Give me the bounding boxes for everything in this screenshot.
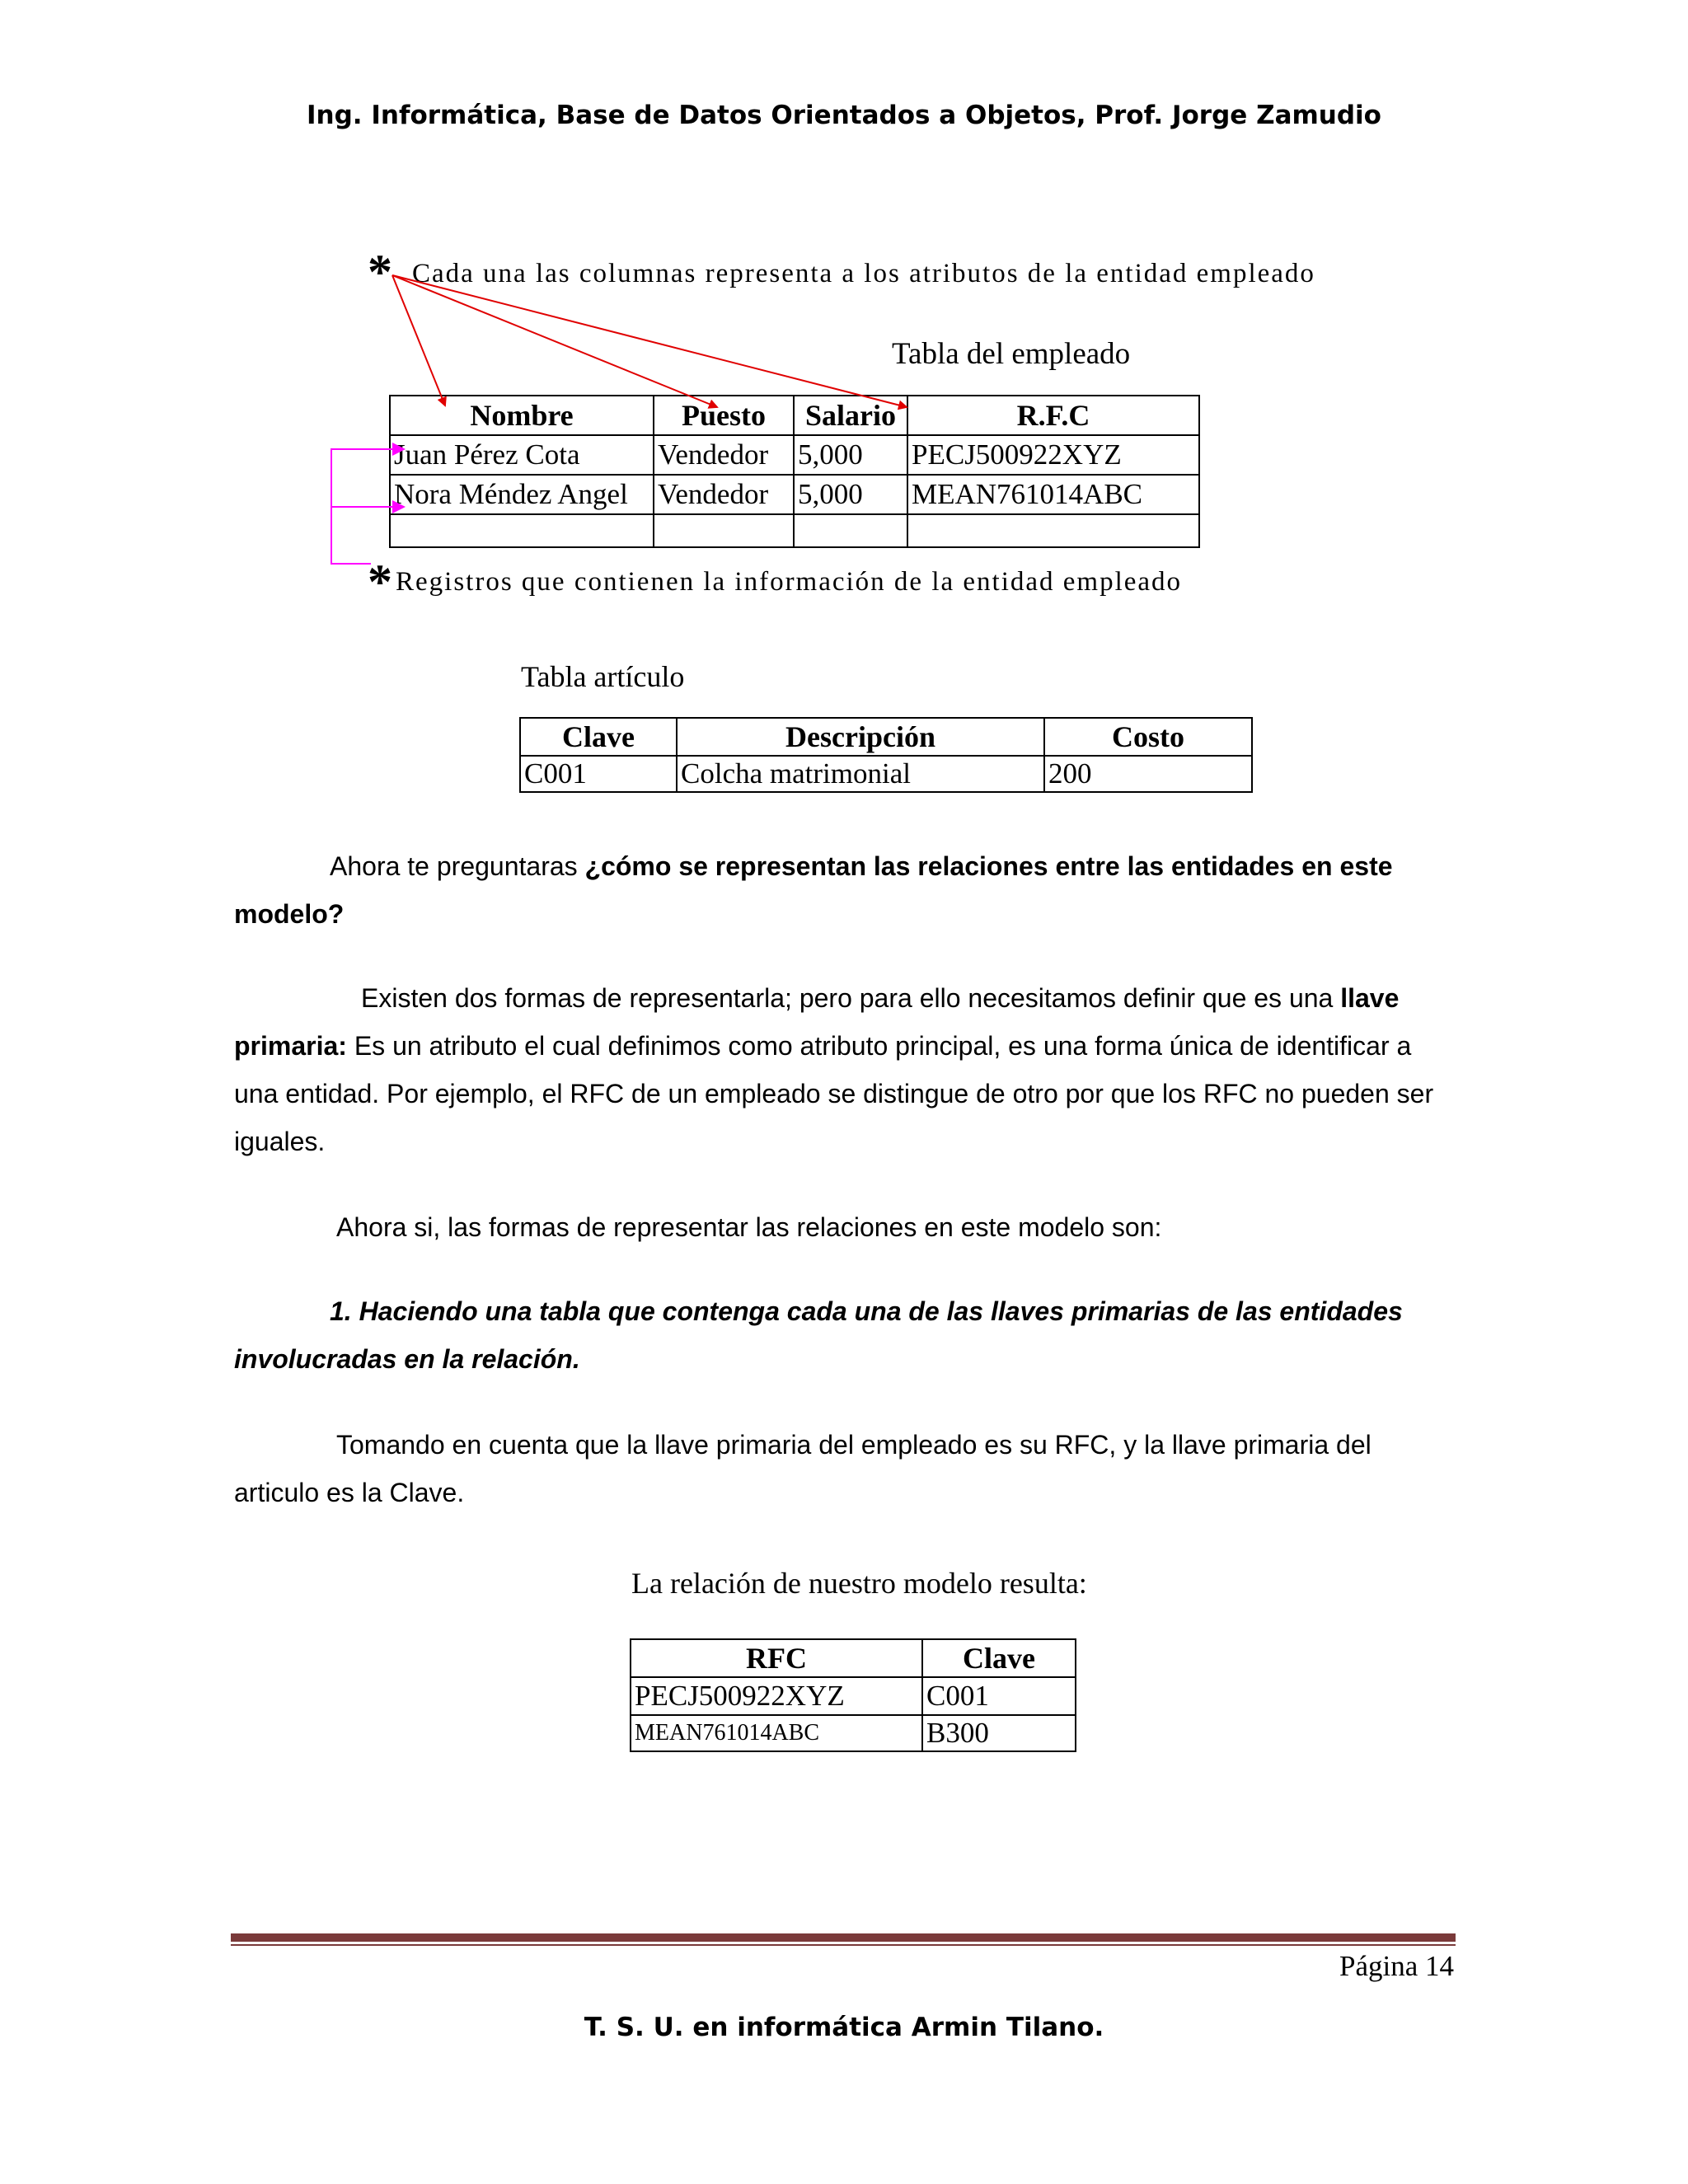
footer-author: T. S. U. en informática Armin Tilano. xyxy=(584,2013,1104,2042)
rows-note: Registros que contienen la información de la entidad empleado xyxy=(396,567,1183,597)
relation-clave-cell: B300 xyxy=(922,1715,1076,1751)
relation-clave-cell: C001 xyxy=(922,1677,1076,1715)
employee-rfc-cell: MEAN761014ABC xyxy=(907,475,1199,514)
employee-puesto-cell: Vendedor xyxy=(654,475,794,514)
form-1-text: 1. Haciendo una tabla que contenga cada una de las llaves primarias de las entidades involucradas en la relación. xyxy=(234,1296,1403,1374)
employee-salario-cell: 5,000 xyxy=(794,435,907,475)
employee-nombre-cell: Nora Méndez Angel xyxy=(390,475,654,514)
annotation-arrows xyxy=(0,0,1688,626)
keys-note-text: Tomando en cuenta que la llave primaria del empleado es su RFC, y la llave primaria del articulo es la Clave. xyxy=(234,1430,1372,1507)
employee-salario-cell: 5,000 xyxy=(794,475,907,514)
article-descripcion-cell: Colcha matrimonial xyxy=(677,756,1044,792)
paragraph-keys-note xyxy=(234,1421,1452,1516)
paragraph-primary-key xyxy=(234,974,1452,1165)
article-table-header-row xyxy=(520,718,1252,756)
article-col-descripcion: Descripción xyxy=(677,718,1044,756)
employee-table-caption: Tabla del empleado xyxy=(892,337,1131,371)
employee-col-rfc: R.F.C xyxy=(907,396,1199,435)
article-clave-cell: C001 xyxy=(520,756,677,792)
column-arrows xyxy=(392,275,907,407)
forms-intro-text: Ahora si, las formas de representar las relaciones en este modelo son: xyxy=(336,1212,1162,1242)
relation-rfc-cell: MEAN761014ABC xyxy=(631,1715,922,1751)
primary-key-lead: Existen dos formas de representarla; pero para ello necesitamos definir que es una xyxy=(361,983,1341,1013)
arrow-to-nombre xyxy=(392,275,445,405)
columns-note-star: * xyxy=(368,245,392,299)
paragraph-forms-intro xyxy=(234,1203,1452,1251)
relation-table xyxy=(630,1638,1076,1752)
relation-table-header-row xyxy=(631,1639,1076,1677)
table-row xyxy=(631,1715,1076,1751)
page-number: Página 14 xyxy=(1339,1950,1454,1982)
footer-rule-thick xyxy=(231,1933,1456,1942)
arrow-to-puesto xyxy=(392,275,717,407)
table-row xyxy=(631,1677,1076,1715)
employee-rfc-cell: PECJ500922XYZ xyxy=(907,435,1199,475)
arrow-to-salario xyxy=(392,275,907,407)
article-costo-cell: 200 xyxy=(1044,756,1252,792)
relation-col-clave: Clave xyxy=(922,1639,1076,1677)
primary-key-definition: Es un atributo el cual definimos como atributo principal, es una forma única de identificar a una entidad. Por ejemplo, el RFC de un empleado se distingue de otro por que los RFC no pueden ser iguales. xyxy=(234,1031,1434,1156)
relation-table-caption: La relación de nuestro modelo resulta: xyxy=(631,1567,1087,1600)
employee-col-puesto: Puesto xyxy=(654,396,794,435)
article-col-costo: Costo xyxy=(1044,718,1252,756)
employee-puesto-cell: Vendedor xyxy=(654,435,794,475)
question-lead: Ahora te preguntaras xyxy=(330,851,585,881)
primary-key-term: llave primaria: xyxy=(234,983,1400,1061)
columns-note: Cada una las columnas representa a los atributos de la entidad empleado xyxy=(412,259,1315,288)
table-row xyxy=(520,756,1252,792)
footer-rule-thin xyxy=(231,1944,1456,1946)
question-bold: ¿cómo se representan las relaciones entre las entidades en este modelo? xyxy=(234,851,1393,929)
employee-col-nombre: Nombre xyxy=(390,396,654,435)
relation-rfc-cell: PECJ500922XYZ xyxy=(631,1677,922,1715)
rows-note-star: * xyxy=(368,555,392,609)
article-table-caption: Tabla artículo xyxy=(521,660,685,693)
relation-col-rfc: RFC xyxy=(631,1639,922,1677)
article-table xyxy=(519,717,1253,793)
paragraph-question xyxy=(234,842,1452,938)
paragraph-form-1 xyxy=(234,1287,1452,1383)
article-col-clave: Clave xyxy=(520,718,677,756)
page-header: Ing. Informática, Base de Datos Orientados a Objetos, Prof. Jorge Zamudio xyxy=(307,101,1381,130)
employee-nombre-cell: Juan Pérez Cota xyxy=(390,435,654,475)
employee-col-salario: Salario xyxy=(794,396,907,435)
row-bracket xyxy=(331,449,404,564)
